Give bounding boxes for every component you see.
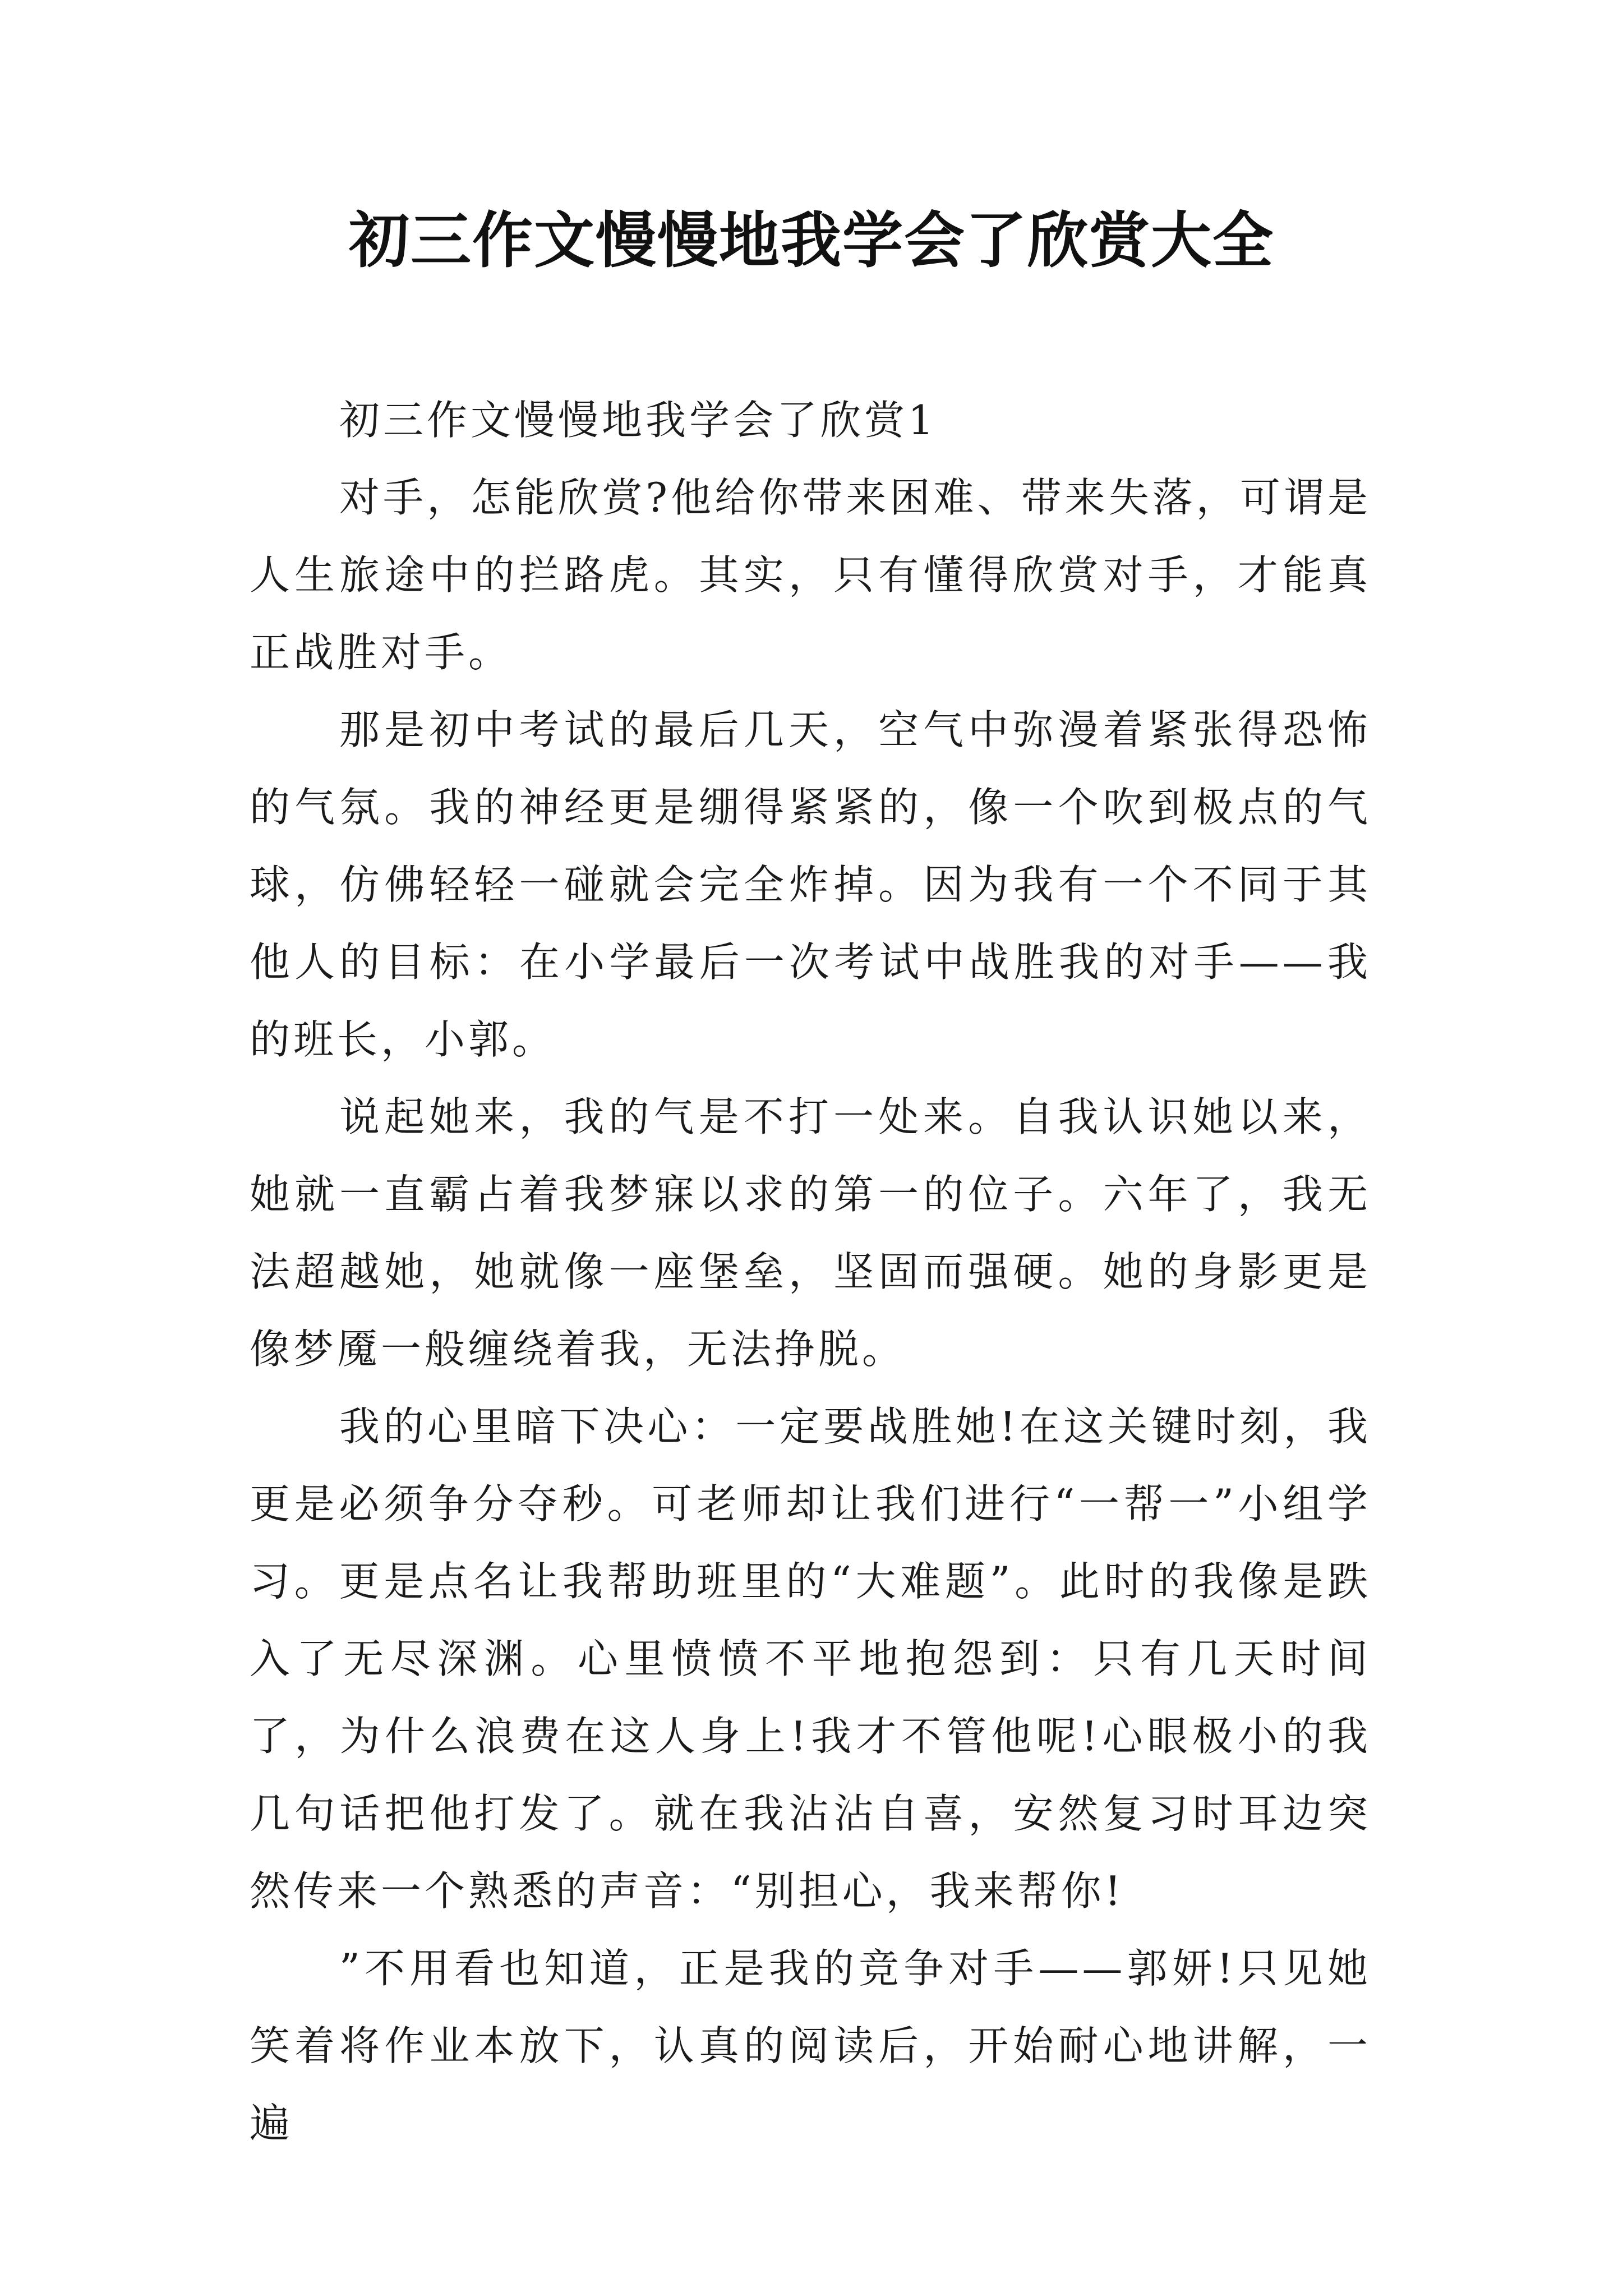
paragraph: 那是初中考试的最后几天，空气中弥漫着紧张得恐怖的气氛。我的神经更是绷得紧紧的，像一个吹到极点的气球，仿佛轻轻一碰就会完全炸掉。因为我有一个不同于其他人的目标：在小学最后一次考试中战胜我的对手——我的班长，小郭。 [250, 706, 1371, 1063]
document-title: 初三作文慢慢地我学会了欣赏大全 [348, 206, 1274, 276]
document-body [250, 381, 1371, 2162]
section-heading: 初三作文慢慢地我学会了欣赏1 [339, 397, 937, 444]
paragraph: 说起她来，我的气是不打一处来。自我认识她以来，她就一直霸占着我梦寐以求的第一的位子。六年了，我无法超越她，她就像一座堡垒，坚固而强硬。她的身影更是像梦魇一般缠绕着我，无法挣脱。 [250, 1093, 1371, 1373]
paragraph: 对手，怎能欣赏?他给你带来困难、带来失落，可谓是人生旅途中的拦路虎。其实，只有懂得欣赏对手，才能真正战胜对手。 [250, 474, 1371, 676]
paragraph: 我的心里暗下决心：一定要战胜她!在这关键时刻，我更是必须争分夺秒。可老师却让我们进行“一帮一”小组学习。更是点名让我帮助班里的“大难题”。此时的我像是跌入了无尽深渊。心里愤愤不平地抱怨到：只有几天时间了，为什么浪费在这人身上!我才不管他呢!心眼极小的我几句话把他打发了。就在我沾沾自喜，安然复习时耳边突然传来一个熟悉的声音：“别担心，我来帮你! [250, 1403, 1371, 1915]
paragraph: ”不用看也知道，正是我的竞争对手——郭妍!只见她笑着将作业本放下，认真的阅读后，开始耐心地讲解，一遍 [250, 1945, 1371, 2147]
